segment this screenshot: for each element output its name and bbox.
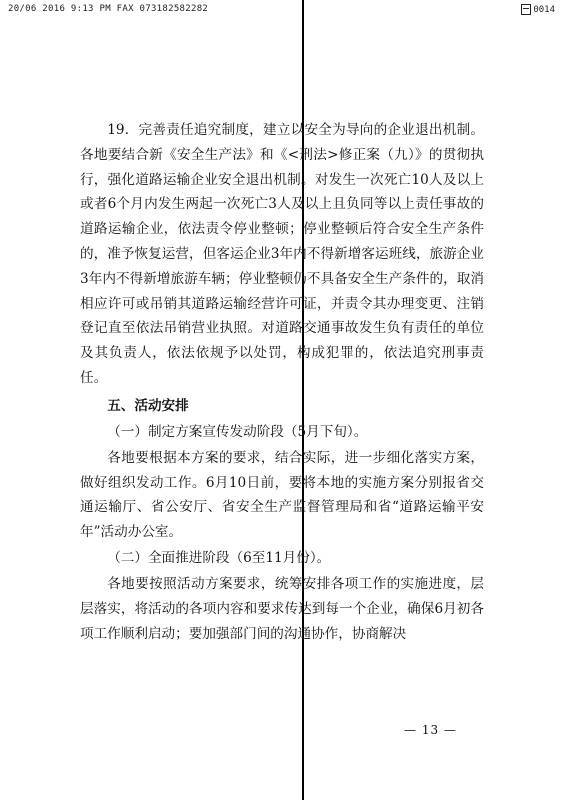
fax-page-counter <box>521 4 555 15</box>
page-number: — 13 — <box>404 723 457 737</box>
document-body <box>80 118 484 646</box>
phase-1-heading: （一）制定方案宣传发动阶段（5月下旬）。 <box>107 423 368 440</box>
phase-2-paragraph: 各地要按照活动方案要求，统筹安排各项工作的实施进度，层层落实，将活动的各项内容和要求传达到每一个企业，确保6月初各项工作顺利启动；要加强部门间的沟通协作，协商解决 <box>80 575 484 642</box>
phase-2-heading: （二）全面推进阶段（6至11月份）。 <box>107 549 331 566</box>
fax-header <box>0 4 565 18</box>
fax-page-number: 0014 <box>533 4 555 15</box>
fax-page-icon <box>521 4 531 15</box>
fax-transmission-info: 20/06 2016 9:13 PM FAX 073182582282 <box>8 4 209 14</box>
section-heading-activity-arrangement: 五、活动安排 <box>107 397 189 414</box>
phase-1-paragraph: 各地要根据本方案的要求，结合实际，进一步细化落实方案，做好组织发动工作。6月10日前，要将本地的实施方案分别报省交通运输厅、省公安厅、省安全生产监督管理局和省“道路运输平安年”活动办公室。 <box>80 449 484 541</box>
paragraph-19: 19．完善责任追究制度，建立以安全为导向的企业退出机制。各地要结合新《安全生产法》和《<刑法>修正案（九）》的贯彻执行，强化道路运输企业安全退出机制。对发生一次死亡10人及以上或者6个月内发生两起一次死亡3人及以上且负同等以上责任事故的道路运输企业，依法责令停业整顿；停业整顿后符合安全生产条件的，准予恢复运营，但客运企业3年内不得新增客运班线，旅游企业3年内不得新增旅游车辆；停业整顿仍不具备安全生产条件的，取消相应许可或吊销其道路运输经营许可证，并责令其办理变更、注销登记直至依法吊销营业执照。对道路交通事故发生负有责任的单位及其负责人，依法依规予以处罚，构成犯罪的，依法追究刑事责任。 <box>80 122 484 386</box>
